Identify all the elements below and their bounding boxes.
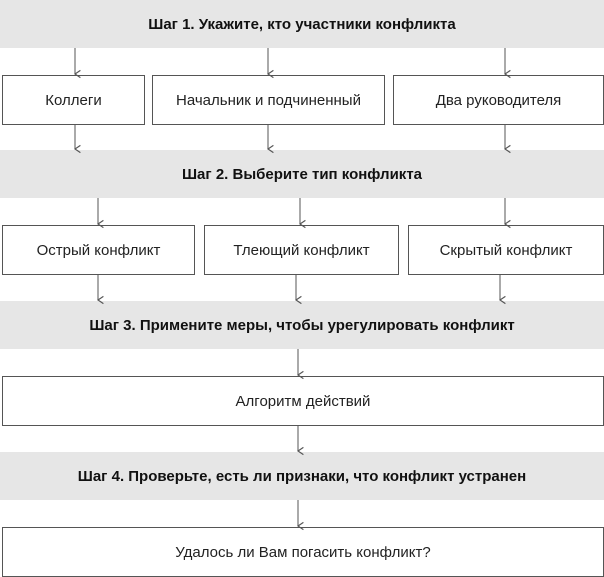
option-label: Тлеющий конфликт: [233, 241, 370, 259]
option-label: Коллеги: [45, 91, 102, 109]
step-4-title: Шаг 4. Проверьте, есть ли признаки, что конфликт устранен: [77, 467, 527, 485]
step-1-title: Шаг 1. Укажите, кто участники конфликта: [148, 15, 456, 33]
box-label: Удалось ли Вам погасить конфликт?: [175, 543, 431, 561]
option-label: Два руководителя: [435, 91, 562, 109]
option-label: Острый конфликт: [36, 241, 161, 259]
option-label: Начальник и подчиненный: [176, 91, 361, 109]
option-label: Скрытый конфликт: [439, 241, 573, 259]
step-3-title: Шаг 3. Примените меры, чтобы урегулировать конфликт: [89, 316, 515, 334]
box-label: Алгоритм действий: [235, 392, 371, 410]
step-2-title: Шаг 2. Выберите тип конфликта: [181, 165, 423, 183]
